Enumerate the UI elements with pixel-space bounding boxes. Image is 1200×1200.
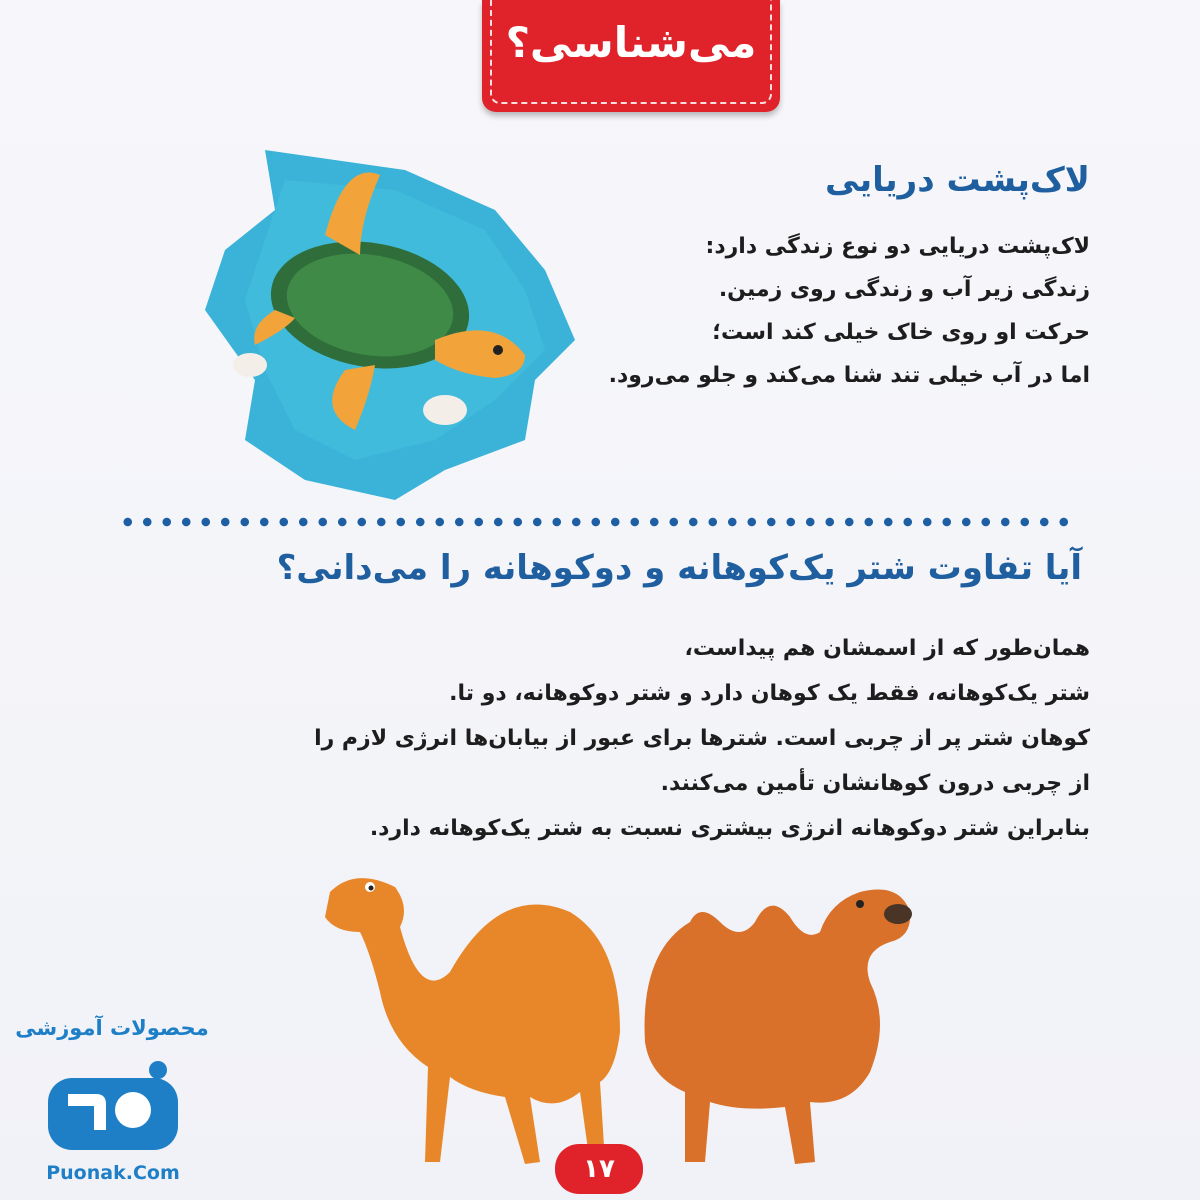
dotted-divider	[118, 514, 1074, 530]
text-line: کوهان شتر پر از چربی است. شترها برای عبور از بیابان‌ها انرژی لازم را	[314, 726, 1090, 751]
brand-website: Puonak.Com	[46, 1162, 180, 1184]
camels-illustration	[300, 862, 1000, 1182]
header-tab	[482, 0, 780, 112]
page-number-badge	[555, 1144, 643, 1194]
turtle-section-text	[470, 225, 1090, 397]
turtle-section-title: لاک‌پشت دریایی	[824, 160, 1090, 200]
brand-tagline: محصولات آموزشی	[15, 1016, 209, 1040]
text-line: شتر یک‌کوهانه، فقط یک کوهان دارد و شتر دوکوهانه، دو تا.	[449, 681, 1090, 706]
puonak-logo	[38, 1040, 188, 1162]
jellyfish	[233, 353, 267, 377]
two-hump-camel	[645, 890, 912, 1165]
text-line: از چربی درون کوهانشان تأمین می‌کنند.	[660, 771, 1090, 796]
text-line: لاک‌پشت دریایی دو نوع زندگی دارد:	[705, 234, 1090, 259]
text-line: حرکت او روی خاک خیلی کند است؛	[712, 320, 1090, 345]
text-line: بنابراین شتر دوکوهانه انرژی بیشتری نسبت به شتر یک‌کوهانه دارد.	[369, 816, 1090, 841]
camel-section-text	[190, 626, 1090, 851]
camel-section-title: آیا تفاوت شتر یک‌کوهانه و دوکوهانه را می‌دانی؟	[276, 548, 1082, 588]
text-line: اما در آب خیلی تند شنا می‌کند و جلو می‌رود.	[608, 363, 1090, 388]
text-line: همان‌طور که از اسمشان هم پیداست،	[684, 636, 1090, 661]
one-hump-camel	[325, 878, 620, 1164]
header-title: می‌شناسی؟	[505, 18, 757, 67]
jellyfish	[423, 395, 467, 425]
page-number: ۱۷	[583, 1154, 615, 1184]
text-line: زندگی زیر آب و زندگی روی زمین.	[718, 277, 1090, 302]
